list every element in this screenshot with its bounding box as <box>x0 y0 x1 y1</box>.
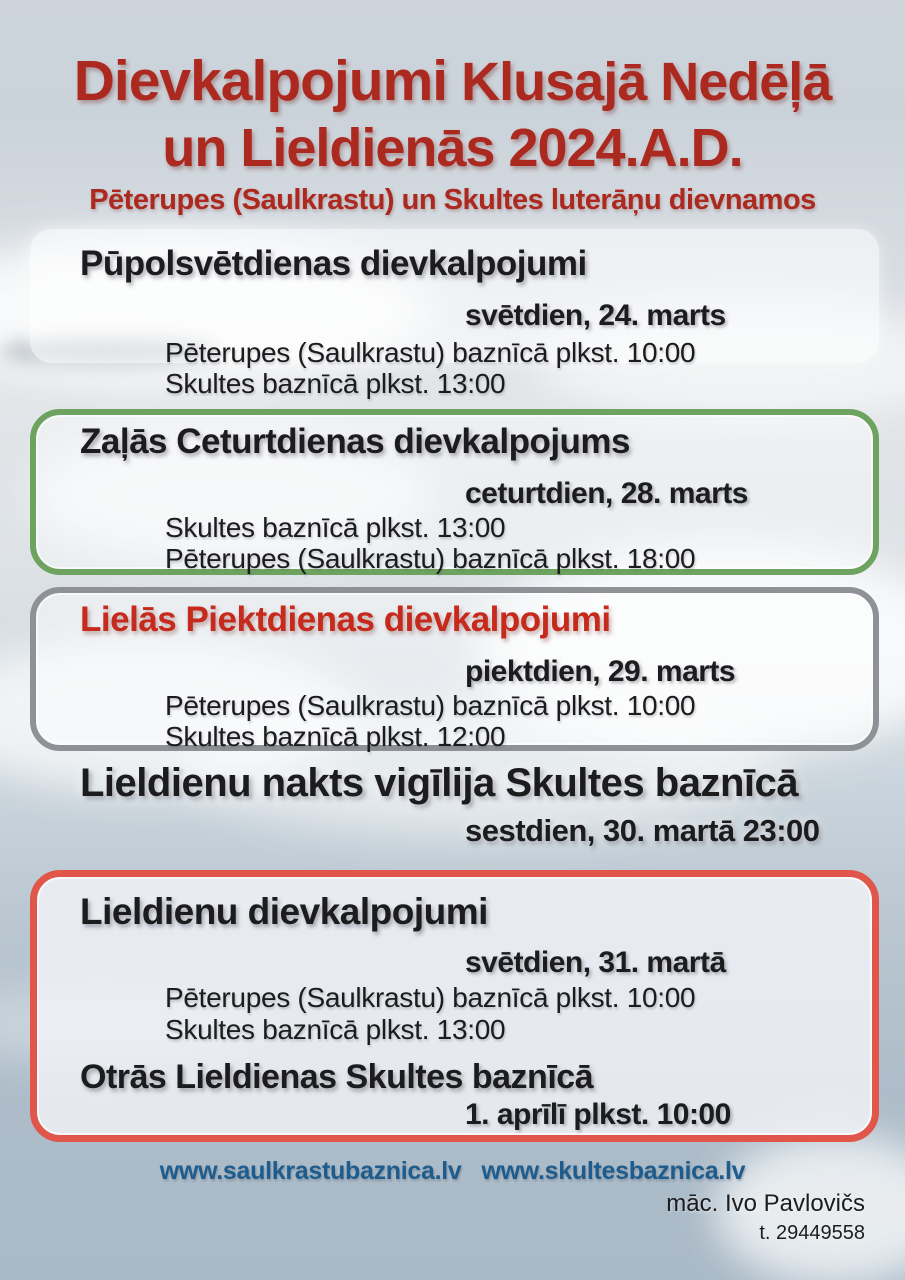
poster-title-rest: Klusajā Nedēļā <box>461 52 832 112</box>
section-title-maundy-thursday: Zaļās Ceturtdienas dievkalpojums <box>80 422 631 461</box>
service-line: Skultes baznīcā plkst. 13:00 <box>165 1014 506 1045</box>
contact-name: māc. Ivo Pavlovičs <box>666 1190 865 1217</box>
service-line: Skultes baznīcā plkst. 13:00 <box>165 368 506 399</box>
website-link-saulkrasti[interactable]: www.saulkrastubaznica.lv <box>159 1157 462 1185</box>
service-line: Skultes baznīcā plkst. 12:00 <box>165 721 506 752</box>
poster-subtitle: Pēterupes (Saulkrastu) un Skultes luterāņu dievnamos <box>89 184 816 216</box>
section-date-easter-vigil: sestdien, 30. martā 23:00 <box>465 813 820 848</box>
section-date-good-friday: piektdien, 29. marts <box>465 655 736 688</box>
website-links <box>0 1157 905 1186</box>
contact-phone: t. 29449558 <box>759 1222 865 1244</box>
poster-title-line1 <box>0 48 905 114</box>
section-date-easter: svētdien, 31. martā <box>465 946 726 979</box>
section-date-second-easter: 1. aprīlī plkst. 10:00 <box>465 1098 731 1131</box>
section-title-palm-sunday: Pūpolsvētdienas dievkalpojumi <box>80 244 587 283</box>
section-title-good-friday: Lielās Piektdienas dievkalpojumi <box>80 600 611 639</box>
poster-title-line2: un Lieldienās 2024.A.D. <box>162 118 743 178</box>
service-line: Pēterupes (Saulkrastu) baznīcā plkst. 18:00 <box>165 543 696 574</box>
section-title-easter-vigil: Lieldienu nakts vigīlija Skultes baznīcā <box>80 761 799 805</box>
section-title-second-easter: Otrās Lieldienas Skultes baznīcā <box>80 1058 594 1096</box>
service-line: Skultes baznīcā plkst. 13:00 <box>165 512 506 543</box>
website-link-skulte[interactable]: www.skultesbaznica.lv <box>481 1157 746 1185</box>
service-line: Pēterupes (Saulkrastu) baznīcā plkst. 10:00 <box>165 982 696 1013</box>
section-date-maundy-thursday: ceturtdien, 28. marts <box>465 477 748 510</box>
poster-title-emphasis: Dievkalpojumi <box>73 49 448 113</box>
section-title-easter: Lieldienu dievkalpojumi <box>80 891 488 932</box>
service-line: Pēterupes (Saulkrastu) baznīcā plkst. 10:00 <box>165 337 696 368</box>
section-date-palm-sunday: svētdien, 24. marts <box>465 299 726 332</box>
service-line: Pēterupes (Saulkrastu) baznīcā plkst. 10:00 <box>165 690 696 721</box>
